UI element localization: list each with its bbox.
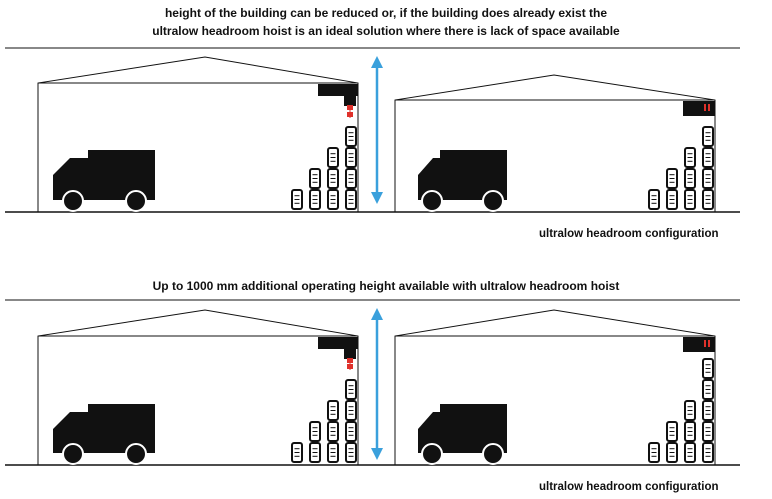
config-label-top: ultralow headroom configuration [539,228,719,240]
truck-icon [418,404,507,464]
hoist-icon [683,101,715,116]
top-scene-diagram [0,0,772,230]
height-arrow-icon [371,56,383,204]
stacked-containers-icon [292,380,356,462]
caption-top-line2: ultralow headroom hoist is an ideal solution where there is lack of space available [152,24,620,38]
config-label-bottom: ultralow headroom configuration [539,481,719,493]
truck-icon [418,150,507,211]
stacked-containers-icon [292,127,356,209]
bottom-scene-diagram [0,290,772,480]
hoist-icon [318,337,358,370]
caption-bottom: Up to 1000 mm additional operating height available with ultralow headroom hoist [152,279,620,293]
stacked-containers-icon [649,127,713,209]
truck-icon [53,150,155,211]
hoist-icon [683,337,715,352]
stacked-containers-icon [649,359,713,462]
caption-top-line1: height of the building can be reduced or, if the building does already exist the [164,6,608,20]
height-arrow-icon [371,308,383,460]
truck-icon [53,404,155,464]
hoist-icon [318,84,358,118]
